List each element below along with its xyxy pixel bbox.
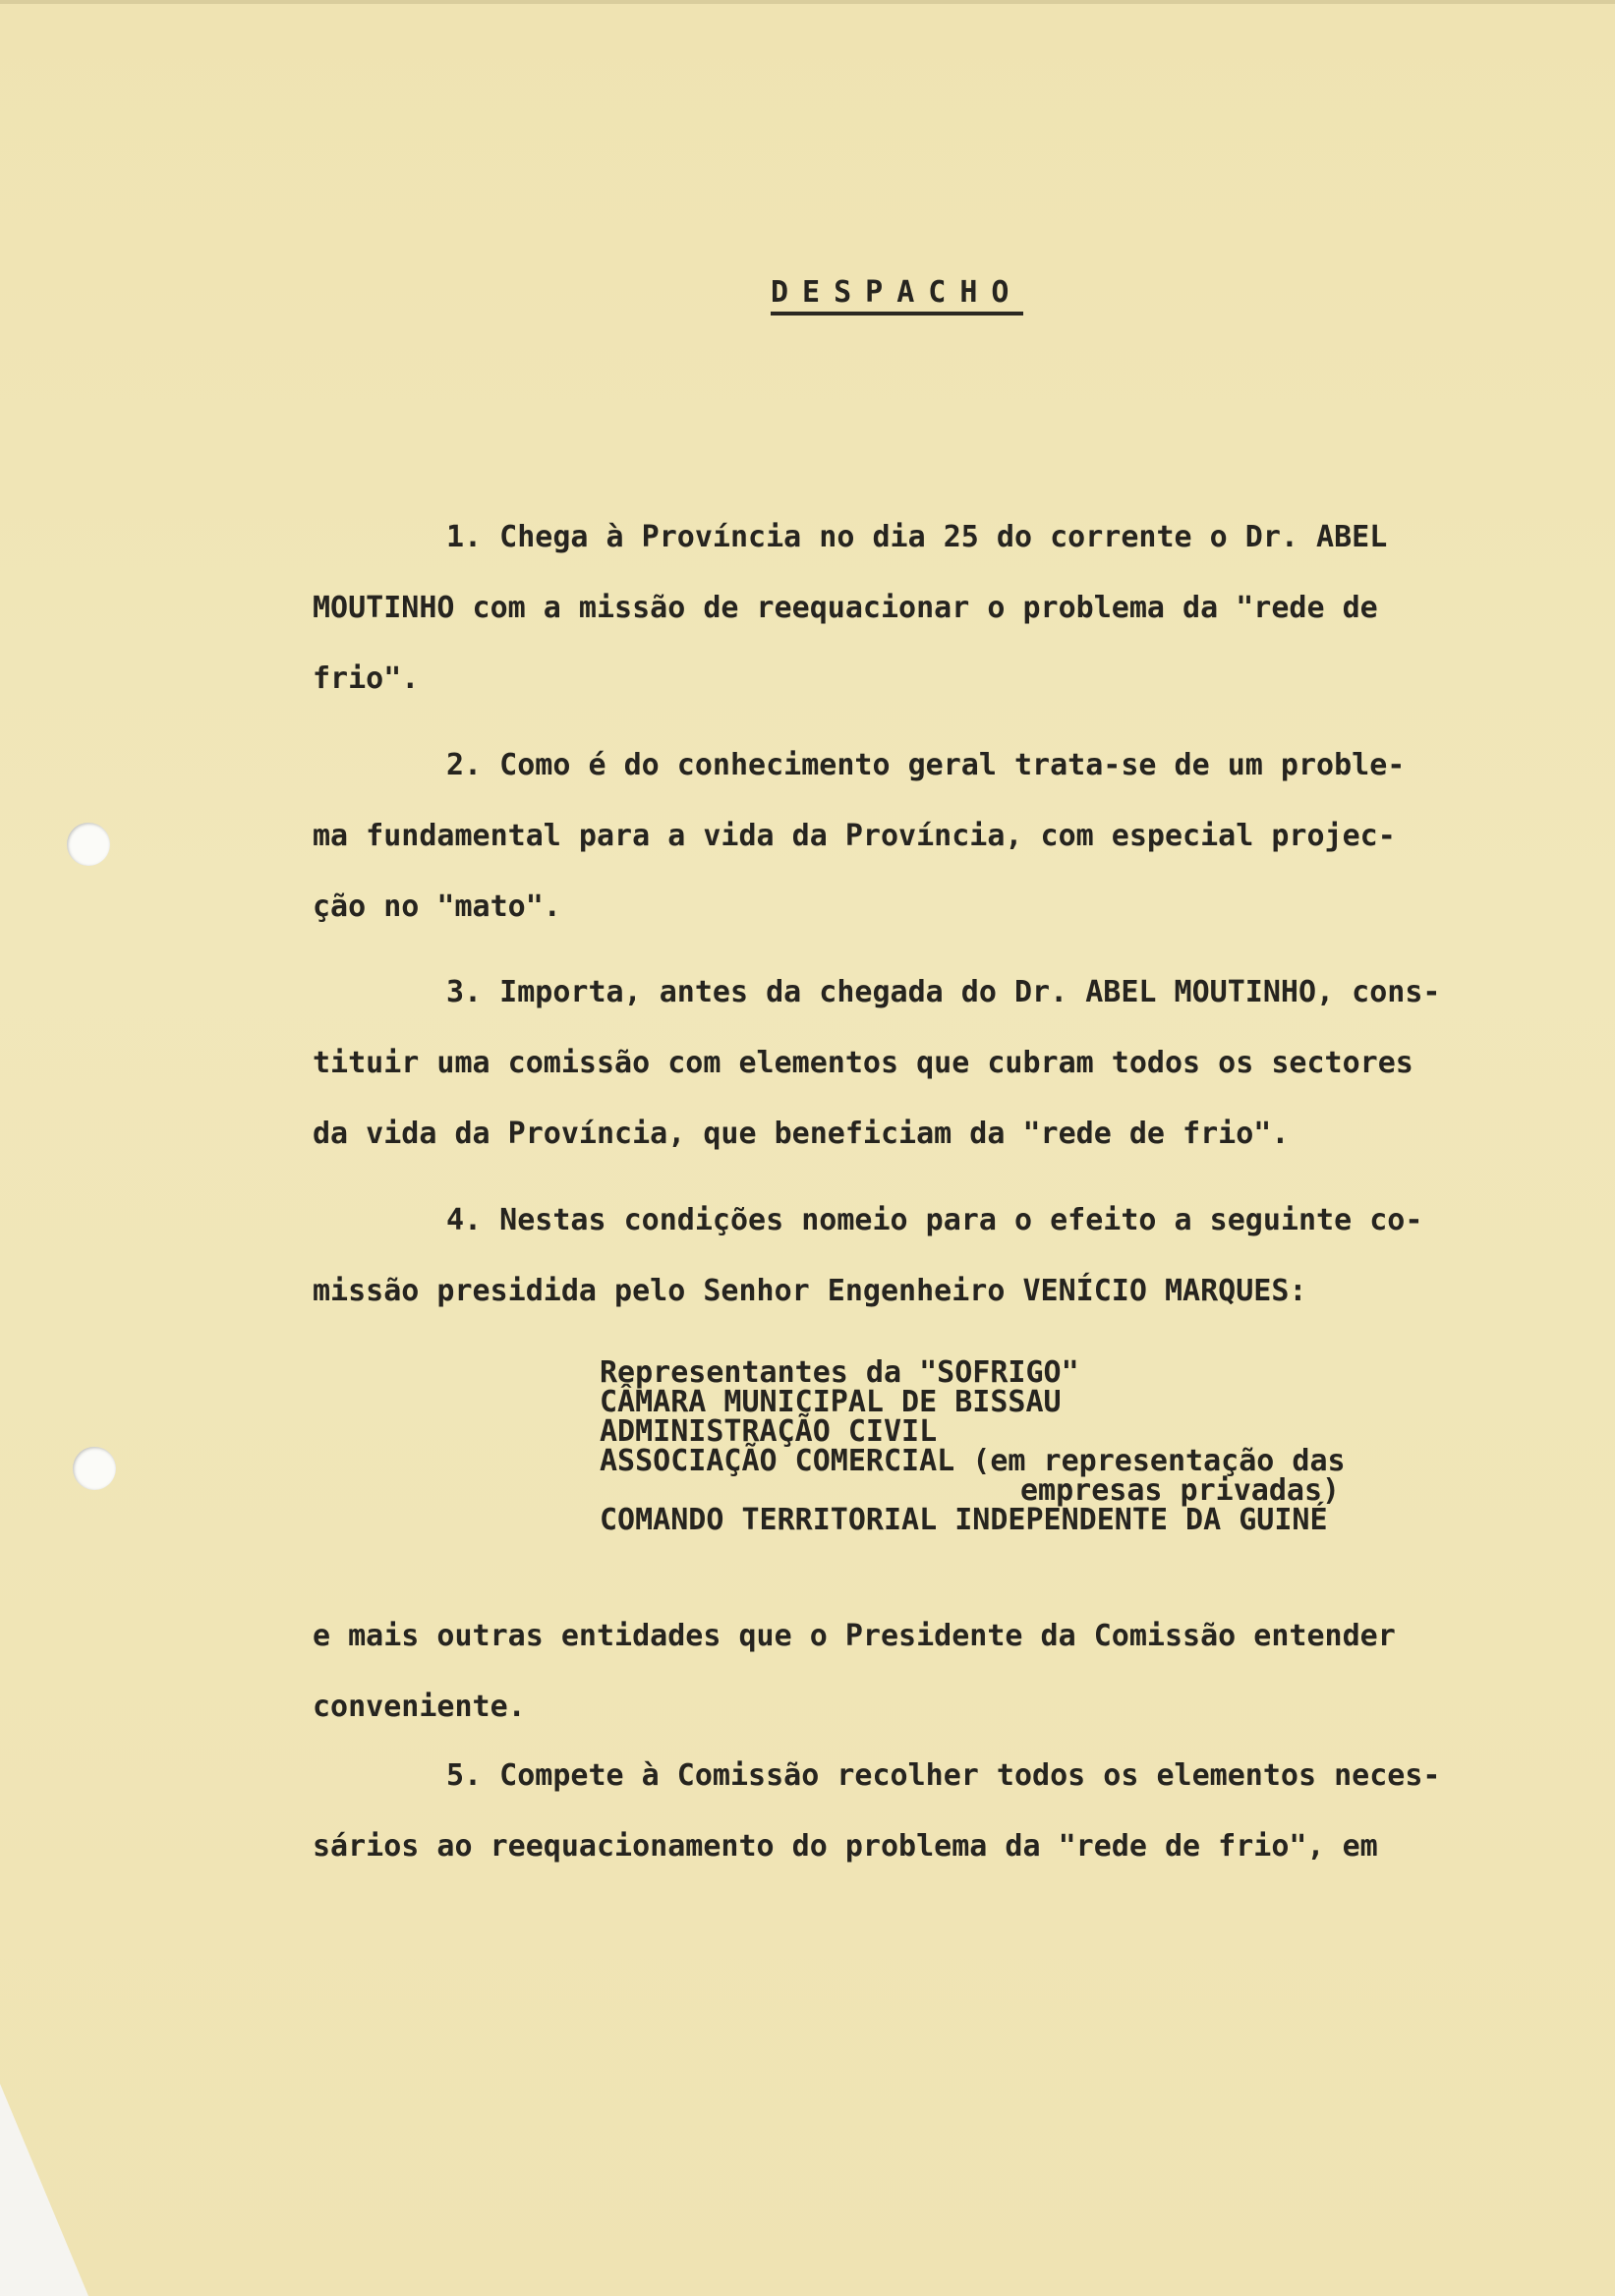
paragraph-line: missão presidida pelo Senhor Engenheiro VENÍCIO MARQUES:: [313, 1274, 1307, 1308]
document-title: DESPACHO: [771, 275, 1023, 316]
closing-sentence: [313, 1601, 1531, 1743]
paragraph-line: 2. Como é do conhecimento geral trata-se de um proble-: [446, 748, 1406, 782]
paragraph-line: ma fundamental para a vida da Província, com especial projec-: [313, 819, 1396, 853]
paragraph-line: conveniente.: [313, 1690, 526, 1724]
paragraph-2: [313, 730, 1531, 943]
punch-hole: [73, 1447, 116, 1490]
entity-item: Representantes da "SOFRIGO": [600, 1355, 1079, 1390]
paragraph-line: 4. Nestas condições nomeio para o efeito a seguinte co-: [446, 1203, 1423, 1237]
paragraph-3: [313, 957, 1531, 1170]
entity-item: COMANDO TERRITORIAL INDEPENDENTE DA GUINÉ: [600, 1503, 1328, 1537]
entity-item: ADMINISTRAÇÃO CIVIL: [600, 1414, 938, 1449]
paragraph-line: 3. Importa, antes da chegada do Dr. ABEL MOUTINHO, cons-: [446, 975, 1441, 1009]
entity-item: ASSOCIAÇÃO COMERCIAL (em representação das: [600, 1444, 1346, 1478]
paragraph-4: [313, 1185, 1531, 1327]
punch-hole: [67, 823, 110, 866]
page-curled-corner: [0, 2084, 88, 2296]
paragraph-line: ção no "mato".: [313, 890, 561, 924]
paragraph-line: e mais outras entidades que o Presidente da Comissão entender: [313, 1619, 1396, 1653]
paragraph-line: 5. Compete à Comissão recolher todos os elementos neces-: [446, 1758, 1441, 1793]
paragraph-line: frio".: [313, 661, 420, 696]
entity-item-continuation: empresas privadas): [1020, 1473, 1341, 1508]
paragraph-5: [313, 1741, 1531, 1882]
paragraph-line: 1. Chega à Província no dia 25 do corrente o Dr. ABEL: [446, 520, 1388, 554]
commission-entity-list: [600, 1355, 1346, 1537]
page-top-edge: [0, 0, 1615, 4]
paragraph-line: tituir uma comissão com elementos que cubram todos os sectores: [313, 1046, 1413, 1080]
paragraph-line: MOUTINHO com a missão de reequacionar o problema da "rede de: [313, 591, 1378, 625]
entity-item: CÂMARA MUNICIPAL DE BISSAU: [600, 1385, 1062, 1419]
paragraph-line: da vida da Província, que beneficiam da "rede de frio".: [313, 1117, 1290, 1151]
paragraph-line: sários ao reequacionamento do problema da "rede de frio", em: [313, 1829, 1378, 1864]
paragraph-1: [313, 502, 1531, 715]
